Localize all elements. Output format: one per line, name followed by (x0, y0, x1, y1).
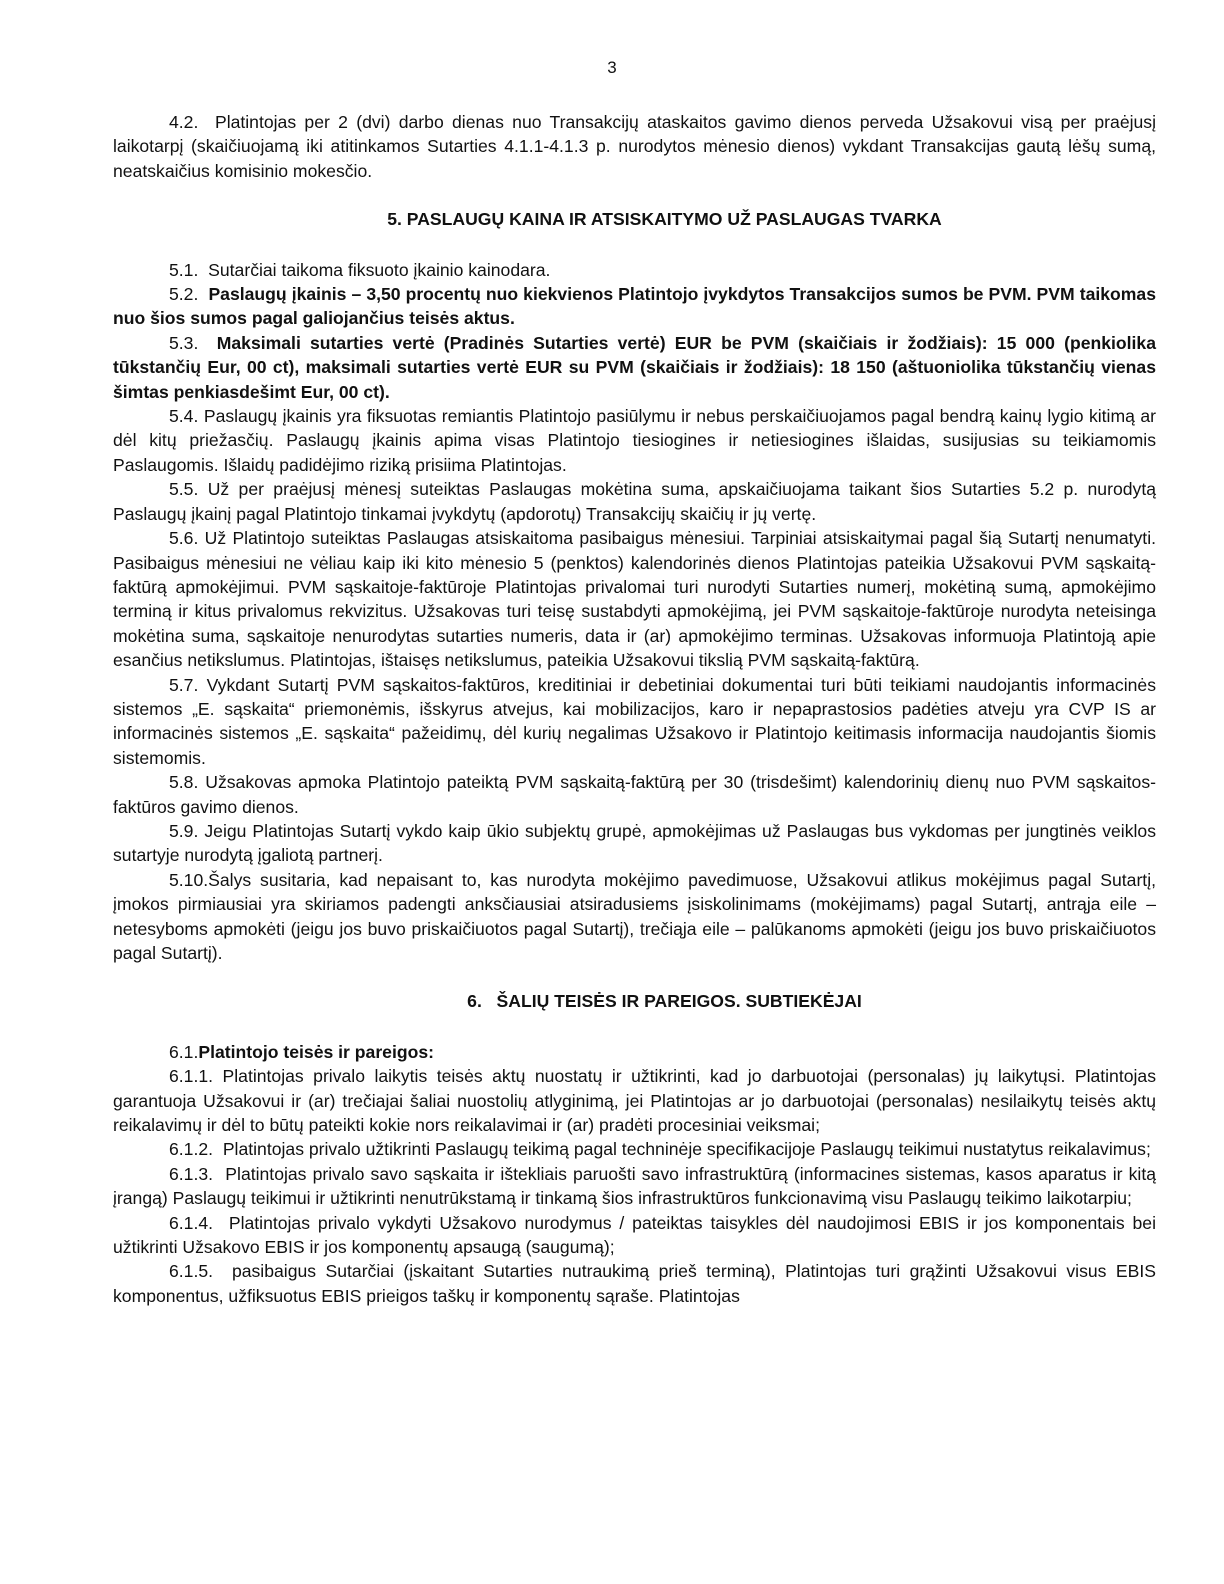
clause-5-1 (113, 258, 1156, 282)
section-6-heading (173, 989, 1156, 1013)
clause-number: 5.6. (169, 528, 199, 549)
clause-text: Platintojas per 2 (dvi) darbo dienas nuo Transakcijų ataskaitos gavimo dienos perveda Užsakovui visą per praėjusį laikotarpį (skaičiuojamą iki atitinkamos Sutarties 4.1.1-4.1.3 p. nurodytos mėnesio dienos) vykdant Transakcijas gautą lėšų sumą, neatskaičius komisinio mokesčio. (113, 112, 1156, 181)
clause-6-1-3 (113, 1162, 1156, 1211)
clause-5-2 (113, 282, 1156, 331)
clause-text: Už Platintojo suteiktas Paslaugas atsiskaitoma pasibaigus mėnesiui. Tarpiniai atsiskaitymai pagal šią Sutartį nenumatyti. Pasibaigus mėnesiui ne vėliau kaip iki kito mėnesio 5 (penktos) kalendorinės dienos Platintojas pateikia Užsakovui PVM sąskaitą-faktūrą apmokėjimui. PVM sąskaitoje-faktūroje Platintojas privalomai turi nurodyti Sutarties numerį, mokėtiną sumą, apmokėjimo terminą ir kitus privalomus rekvizitus. Užsakovas turi teisę sustabdyti apmokėjimą, jei PVM sąskaitoje-faktūroje nurodyta neteisinga mokėtina suma, sąskaitoje nenurodytas sutarties numeris, data ir (ar) apmokėjimo terminas. Užsakovas informuoja Platintoją apie esančius netikslumus. Platintojas, ištaisęs netikslumus, pateikia Užsakovui tikslią PVM sąskaitą-faktūrą. (113, 528, 1156, 671)
section-6-heading-text: 6. ŠALIŲ TEISĖS IR PAREIGOS. SUBTIEKĖJAI (467, 991, 862, 1012)
clause-6-1-1 (113, 1064, 1156, 1137)
clause-6-1-2 (113, 1137, 1156, 1161)
clause-5-8 (113, 770, 1156, 819)
clause-text: Sutarčiai taikoma fiksuoto įkainio kainodara. (208, 259, 551, 280)
clause-number: 5.10. (169, 869, 209, 890)
clause-text: Platintojas privalo savo sąskaita ir ištekliais paruošti savo infrastruktūrą (informacines sistemas, kasos aparatus ir kitą įrangą) Paslaugų teikimui ir užtikrinti nenutrūkstamą ir tinkamą šios infrastruktūros funkcionavimą visu Paslaugų teikimo laikotarpiu; (113, 1163, 1156, 1209)
document-body (113, 110, 1156, 1308)
clause-text: pasibaigus Sutarčiai (įskaitant Sutarties nutraukimą prieš terminą), Platintojas turi grąžinti Užsakovui visus EBIS komponentus, užfiksuotus EBIS prieigos taškų ir komponentų sąraše. Platintojas (113, 1261, 1156, 1306)
clause-text: Platintojas privalo laikytis teisės aktų nuostatų ir užtikrinti, kad jo darbuotojai (personalas) jų laikytųsi. Platintojas garantuoja Užsakovui ir (ar) trečiajai šaliai nuostolių atlyginimą, jei Platintojas ar jo darbuotojai (personalas) nesilaikytų teisės aktų reikalavimų ir dėl to būtų pateikti kokie nors reikalavimai ir (ar) pradėti procesiniai veiksmai; (113, 1066, 1157, 1136)
clause-text: Paslaugų įkainis – 3,50 procentų nuo kiekvienos Platintojo įvykdytos Transakcijos sumos be PVM. PVM taikomas nuo šios sumos pagal galiojančius teisės aktus. (113, 284, 1156, 329)
clause-number: 5.4. (169, 406, 199, 427)
clause-5-4 (113, 404, 1156, 477)
clause-text: Vykdant Sutartį PVM sąskaitos-faktūros, kreditiniai ir debetiniai dokumentai turi būti teikiami naudojantis informacinės sistemos „E. sąskaita“ priemonėmis, išskyrus atvejus, kai mobilizacijos, karo ir nepaprastosios padėties atveju yra CVP IS ar informacinės sistemos „E. sąskaita“ pažeidimų, dėl kurių negalimas Užsakovo ir Platintojo keitimasis informacija naudojantis šiomis sistemomis. (113, 674, 1157, 768)
clause-6-1 (113, 1040, 1156, 1064)
clause-number: 6.1.3. (169, 1163, 214, 1184)
clause-text: Užsakovas apmoka Platintojo pateiktą PVM sąskaitą-faktūrą per 30 (trisdešimt) kalendorinių dienų nuo PVM sąskaitos-faktūros gavimo dienos. (113, 772, 1156, 817)
clause-5-10 (113, 868, 1156, 966)
clause-6-1-4 (113, 1211, 1156, 1260)
clause-number: 5.9. (169, 820, 199, 841)
clause-number: 5.5. (169, 479, 199, 500)
subsection-title: Platintojo teisės ir pareigos: (198, 1041, 434, 1062)
clause-number: 5.1. (169, 259, 199, 280)
clause-text: Maksimali sutarties vertė (Pradinės Sutarties vertė) EUR be PVM (skaičiais ir žodžiais): 15 000 (penkiolika tūkstančių Eur, 00 ct), maksimali sutarties vertė EUR su PVM (skaičiais ir žodžiais): 18 150 (aštuoniolika tūkstančių vienas šimtas penkiasdešimt Eur, 00 ct). (113, 332, 1156, 402)
clause-5-6 (113, 526, 1156, 672)
clause-5-9 (113, 819, 1156, 868)
clause-number: 5.2. (169, 284, 199, 305)
clause-text: Jeigu Platintojas Sutartį vykdo kaip ūkio subjektų grupė, apmokėjimas už Paslaugas bus vykdomas per jungtinės veiklos sutartyje nurodytą įgaliotą partnerį. (113, 820, 1157, 866)
clause-number: 5.8. (169, 772, 199, 793)
clause-number: 5.7. (169, 674, 199, 695)
clause-number: 4.2. (169, 112, 199, 132)
clause-text: Šalys susitaria, kad nepaisant to, kas nurodyta mokėjimo pavedimuose, Užsakovui atlikus mokėjimus pagal Sutartį, įmokos pirmiausiai yra skiriamos padengti anksčiausiai atsiradusiems įsiskolinimams (mokėjimams) pagal Sutartį, antrąja eile – netesyboms apmokėti (jeigu jos buvo priskaičiuotos pagal Sutartį), trečiąja eile – palūkanoms apmokėti (jeigu jos buvo priskaičiuotos pagal Sutartį). (113, 869, 1156, 963)
clause-5-3 (113, 331, 1156, 404)
clause-number: 6.1. (169, 1041, 199, 1062)
clause-5-5 (113, 477, 1156, 526)
clause-text: Platintojas privalo užtikrinti Paslaugų teikimą pagal techninėje specifikacijoje Paslaugų teikimui nustatytus reikalavimus; (222, 1139, 1151, 1160)
clause-number: 6.1.5. (169, 1261, 214, 1282)
clause-number: 6.1.4. (169, 1212, 214, 1233)
clause-text: Paslaugų įkainis yra fiksuotas remiantis Platintojo pasiūlymu ir nebus perskaičiuojamos pagal bendrą kainų lygio kitimą ar dėl kitų priežasčių. Paslaugų įkainis apima visas Platintojo tiesiogines ir netiesiogines išlaidas, susijusias su teikiamomis Paslaugomis. Išlaidų padidėjimo riziką prisiima Platintojas. (113, 406, 1156, 475)
clause-number: 6.1.2. (169, 1139, 214, 1160)
clause-number: 5.3. (169, 332, 199, 353)
clause-5-7 (113, 673, 1156, 771)
clause-6-1-5 (113, 1259, 1156, 1308)
section-5-heading: 5. PASLAUGŲ KAINA IR ATSISKAITYMO UŽ PASLAUGAS TVARKA (387, 209, 942, 230)
clause-text: Už per praėjusį mėnesį suteiktas Paslaugas mokėtina suma, apskaičiuojama taikant šios Sutarties 5.2 p. nurodytą Paslaugų įkainį pagal Platintojo tinkamai įvykdytų (apdorotų) Transakcijų skaičių ir jų vertę. (113, 479, 1156, 524)
clause-number: 6.1.1. (169, 1066, 214, 1087)
clause-text: Platintojas privalo vykdyti Užsakovo nurodymus / pateiktas taisykles dėl naudojimosi EBIS ir jos komponentais bei užtikrinti Užsakovo EBIS ir jos komponentų apsaugą (saugumą); (113, 1212, 1156, 1258)
page-number: 3 (607, 58, 617, 77)
paragraph-4-2 (113, 110, 1156, 183)
